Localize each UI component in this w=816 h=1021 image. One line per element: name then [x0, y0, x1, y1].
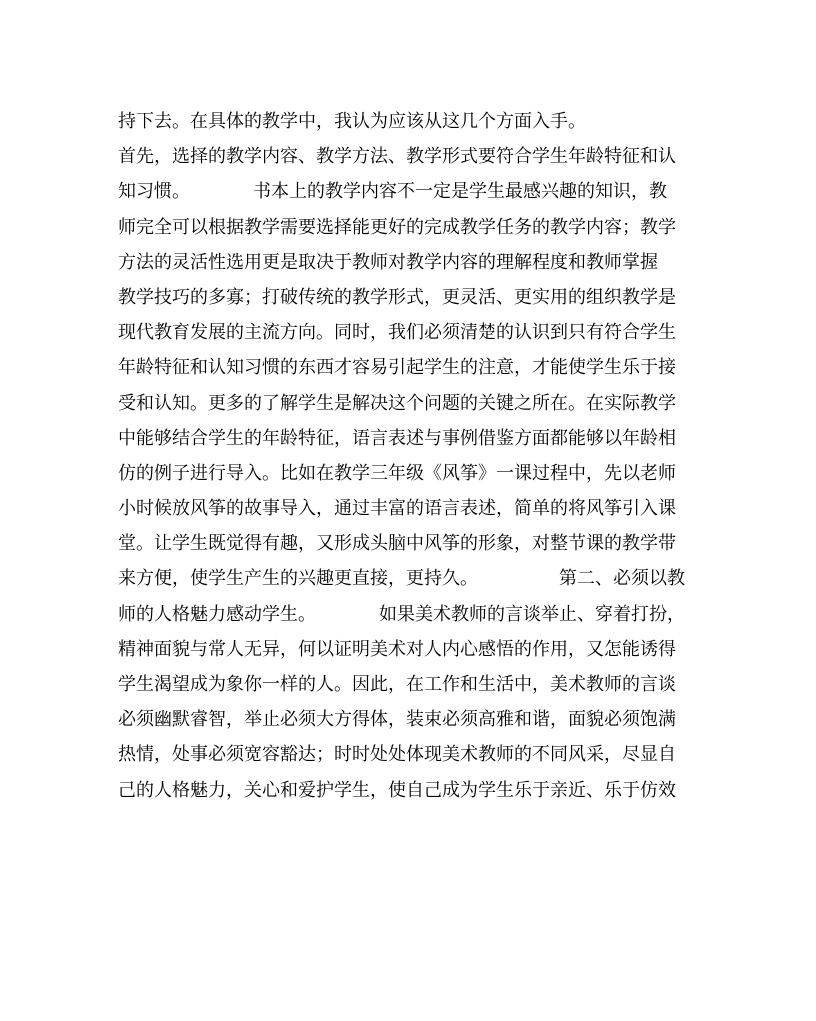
text-line: 来方便，使学生产生的兴趣更直接，更持久。 第二、必须以教	[118, 568, 685, 590]
text-line: 持下去。在具体的教学中，我认为应该从这几个方面入手。	[118, 111, 586, 132]
text-line: 仿的例子进行导入。比如在教学三年级《风筝》一课过程中，先以老师	[118, 462, 676, 484]
text-line: 现代教育发展的主流方向。同时，我们必须清楚的认识到只有符合学生	[118, 322, 676, 344]
text-line: 小时候放风筝的故事导入，通过丰富的语言表述，简单的将风筝引入课	[118, 498, 676, 520]
text-line: 教学技巧的多寡；打破传统的教学形式，更灵活、更实用的组织教学是	[118, 286, 676, 308]
text-line: 受和认知。更多的了解学生是解决这个问题的关键之所在。在实际教学	[118, 392, 676, 414]
text-line: 己的人格魅力，关心和爱护学生，使自己成为学生乐于亲近、乐于仿效	[118, 779, 676, 801]
text-line: 堂。让学生既觉得有趣，又形成头脑中风筝的形象，对整节课的教学带	[118, 533, 676, 555]
text-line: 学生渴望成为象你一样的人。因此，在工作和生活中，美术教师的言谈	[118, 674, 676, 695]
text-line: 首先，选择的教学内容、教学方法、教学形式要符合学生年龄特征和认	[118, 146, 676, 168]
text-line: 知习惯。 书本上的教学内容不一定是学生最感兴趣的知识，教	[118, 181, 667, 203]
text-line: 必须幽默睿智，举止必须大方得体，装束必须高雅和谐，面貌必须饱满	[118, 709, 676, 731]
text-line: 热情，处事必须宽容豁达；时时处处体现美术教师的不同风采，尽显自	[118, 744, 676, 766]
text-line: 精神面貌与常人无异，何以证明美术对人内心感悟的作用，又怎能诱得	[118, 638, 676, 660]
text-line: 年龄特征和认知习惯的东西才容易引起学生的注意，才能使学生乐于接	[118, 357, 676, 379]
text-line: 中能够结合学生的年龄特征，语言表述与事例借鉴方面都能够以年龄相	[118, 427, 676, 449]
body-text	[118, 104, 708, 808]
text-line: 师的人格魅力感动学生。 如果美术教师的言谈举止、穿着打扮，	[118, 603, 685, 625]
text-line: 方法的灵活性选用更是取决于教师对教学内容的理解程度和教师掌握	[118, 251, 658, 273]
text-line: 师完全可以根据教学需要选择能更好的完成教学任务的教学内容；教学	[118, 216, 676, 238]
